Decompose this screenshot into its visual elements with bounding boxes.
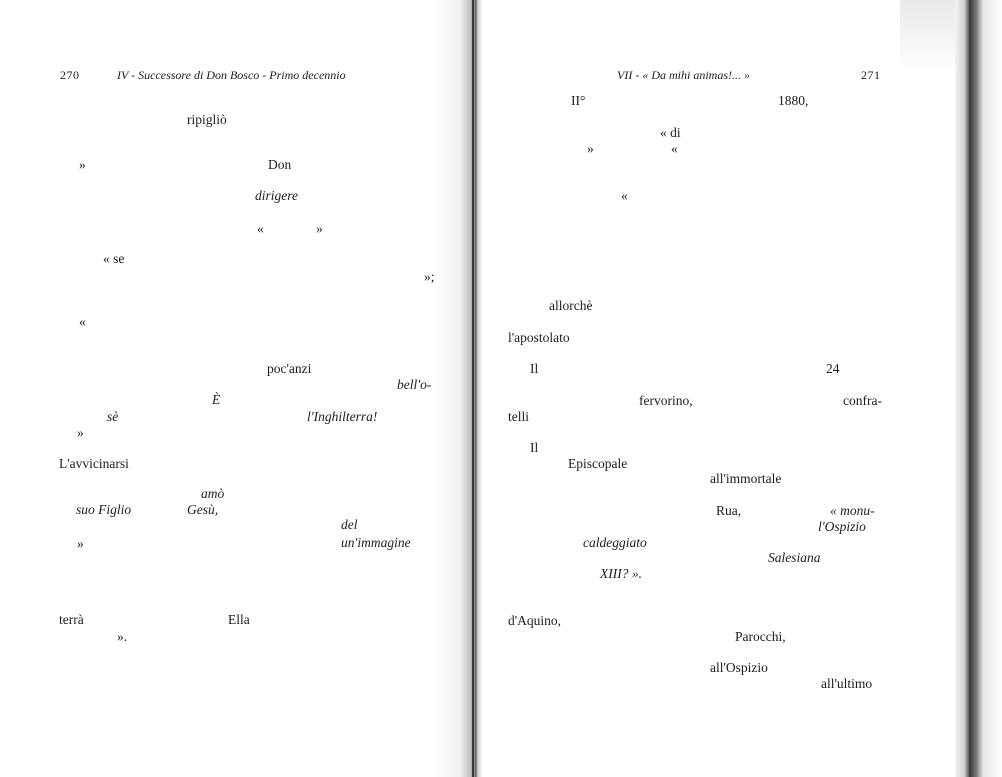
word: » xyxy=(587,141,594,156)
word: L'avvicinarsi xyxy=(59,456,129,471)
right-page-number: 271 xyxy=(861,68,881,82)
word: « xyxy=(671,141,678,156)
word: XIII? ». xyxy=(600,566,642,581)
word: sè xyxy=(107,409,119,424)
word: È xyxy=(212,392,221,407)
word: terrà xyxy=(59,612,84,627)
word: ripigliò xyxy=(187,112,227,127)
word: allorchè xyxy=(549,298,593,313)
word: « di xyxy=(660,125,681,140)
word: poc'anzi xyxy=(267,361,312,376)
word: l'apostolato xyxy=(508,330,570,345)
word: caldeggiato xyxy=(583,535,647,550)
word: Episcopale xyxy=(568,456,628,471)
word: Salesiana xyxy=(768,550,821,565)
word: « monu- xyxy=(830,503,875,518)
word: Il xyxy=(530,361,539,376)
word: fervorino, xyxy=(639,393,693,408)
word: all'ultimo xyxy=(821,676,873,691)
book-gutter xyxy=(432,0,482,777)
left-page-number: 270 xyxy=(60,68,80,82)
word: l'Ospizio xyxy=(818,519,866,534)
word: II° xyxy=(571,93,586,108)
word: Ella xyxy=(228,612,250,627)
word: » xyxy=(77,536,84,551)
left-running-head: IV - Successore di Don Bosco - Primo decennio xyxy=(117,68,346,82)
word: 1880, xyxy=(778,93,809,108)
word: telli xyxy=(508,409,529,424)
word: « se xyxy=(103,251,125,266)
word: « xyxy=(257,221,264,236)
word: Parocchi, xyxy=(735,629,786,644)
word: Il xyxy=(530,440,539,455)
word: all'Ospizio xyxy=(710,660,768,675)
word: « xyxy=(79,314,86,329)
word: bell'o- xyxy=(397,377,432,392)
word: all'immortale xyxy=(710,471,782,486)
word: del xyxy=(341,517,358,532)
word: amò xyxy=(201,486,225,501)
word: 24 xyxy=(826,361,840,376)
word: ». xyxy=(117,629,128,644)
word: Rua, xyxy=(716,503,742,518)
word: dirigere xyxy=(255,188,298,203)
word: suo Figlio xyxy=(76,502,132,517)
right-running-head: VII - « Da mihi animas!... » xyxy=(617,68,750,82)
word: un'immagine xyxy=(341,535,411,550)
word: « xyxy=(621,188,628,203)
page-edge-shade xyxy=(900,0,960,70)
word: » xyxy=(316,221,323,236)
gutter-shadow xyxy=(472,0,474,777)
word: » xyxy=(77,425,84,440)
word: »; xyxy=(424,269,435,284)
word: d'Aquino, xyxy=(508,613,562,628)
book-edge xyxy=(955,0,1002,777)
word: Gesù, xyxy=(187,502,219,517)
word: l'Inghilterra! xyxy=(307,409,378,424)
word: Don xyxy=(268,157,292,172)
word: confra- xyxy=(843,393,882,408)
word: » xyxy=(79,157,86,172)
